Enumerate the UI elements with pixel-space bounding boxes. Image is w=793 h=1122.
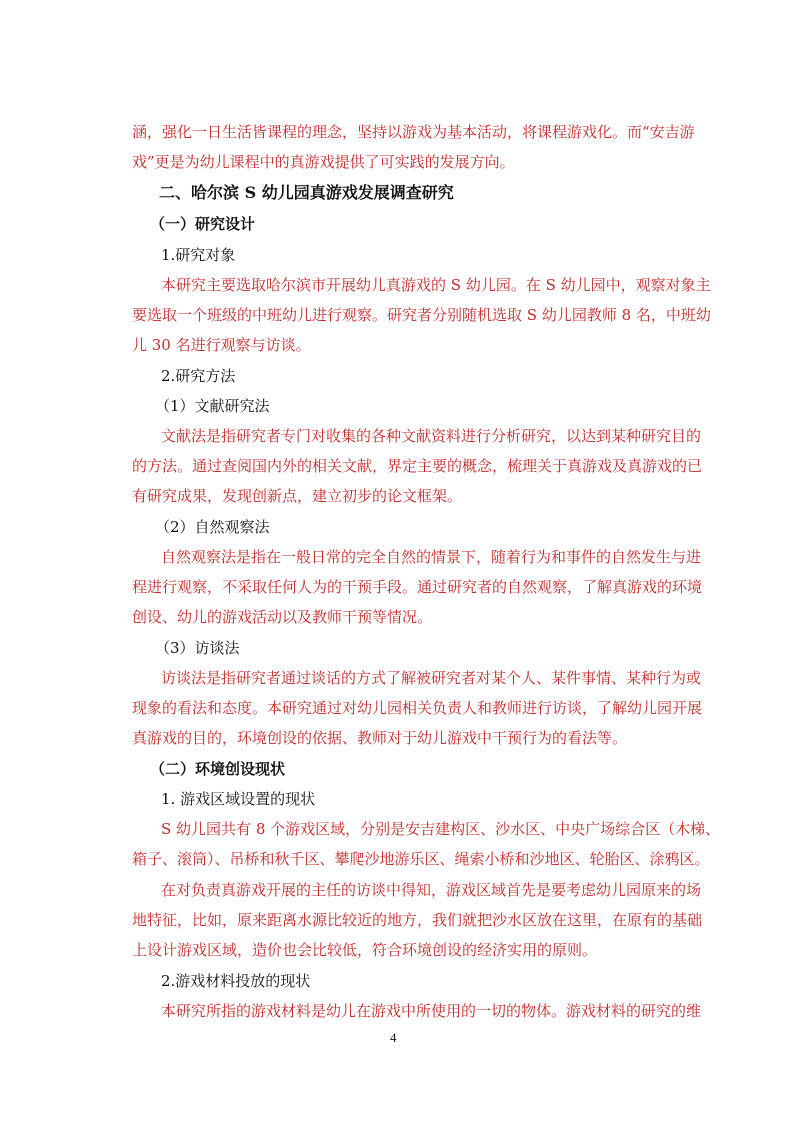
body-line: S 幼儿园共有 8 个游戏区域，分别是安吉建构区、沙水区、中央广场综合区（木梯、	[161, 820, 721, 838]
body-line: 文献法是指研究者专门对收集的各种文献资料进行分析研究，以达到某种研究目的	[161, 427, 702, 445]
item-heading: 1. 游戏区域设置的现状	[161, 790, 316, 808]
method-heading: （1）文献研究法	[155, 397, 270, 415]
page-number: 4	[390, 1030, 397, 1045]
body-line: 儿 30 名进行观察与访谈。	[132, 336, 311, 354]
body-line: 自然观察法是指在一般日常的完全自然的情景下，随着行为和事件的自然发生与进	[161, 548, 702, 566]
section-heading: 二、哈尔滨 S 幼儿园真游戏发展调查研究	[159, 183, 454, 202]
body-line: 访谈法是指研究者通过谈话的方式了解被研究者对某个人、某件事情、某种行为或	[161, 669, 702, 687]
body-line: 的方法。通过查阅国内外的相关文献，界定主要的概念，梳理关于真游戏及真游戏的已	[132, 457, 703, 475]
body-line: 要选取一个班级的中班幼儿进行观察。研究者分别随机选取 S 幼儿园教师 8 名，中班幼	[132, 306, 711, 324]
body-line: 有研究成果，发现创新点，建立初步的论文框架。	[132, 487, 463, 505]
body-line: 真游戏的目的，环境创设的依据、教师对于幼儿游戏中干预行为的看法等。	[132, 729, 628, 747]
body-line: 上设计游戏区域，造价也会比较低，符合环境创设的经济实用的原则。	[132, 941, 598, 959]
body-line: 地特征，比如，原来距离水源比较近的地方，我们就把沙水区放在这里，在原有的基础	[132, 911, 703, 929]
body-line: 本研究主要选取哈尔滨市开展幼儿真游戏的 S 幼儿园。在 S 幼儿园中，观察对象主	[161, 276, 711, 294]
subsection-heading: （二）环境创设现状	[150, 760, 286, 778]
item-heading: 2.游戏材料投放的现状	[161, 972, 311, 990]
body-line: 创设、幼儿的游戏活动以及教师干预等情况。	[132, 608, 433, 626]
body-line: 在对负责真游戏开展的主任的访谈中得知，游戏区域首先是要考虑幼儿园原来的场	[161, 881, 702, 899]
subsection-heading: （一）研究设计	[150, 215, 256, 233]
body-line: 本研究所指的游戏材料是幼儿在游戏中所使用的一切的物体。游戏材料的研究的维	[161, 1002, 702, 1020]
method-heading: （2）自然观察法	[155, 518, 270, 536]
body-line: 戏”更是为幼儿课程中的真游戏提供了可实践的发展方向。	[132, 153, 515, 171]
body-line: 现象的看法和态度。本研究通过对幼儿园相关负责人和教师进行访谈，了解幼儿园开展	[132, 699, 703, 717]
item-heading: 1.研究对象	[161, 246, 236, 264]
body-line: 程进行观察，不采取任何人为的干预手段。通过研究者的自然观察，了解真游戏的环境	[132, 578, 703, 596]
method-heading: （3）访谈法	[155, 639, 240, 657]
body-line: 涵，强化一日生活皆课程的理念，坚持以游戏为基本活动，将课程游戏化。而“安吉游	[132, 123, 695, 141]
body-line: 箱子、滚筒）、吊桥和秋千区、攀爬沙地游乐区、绳索小桥和沙地区、轮胎区、涂鸦区。	[132, 850, 710, 868]
item-heading: 2.研究方法	[161, 367, 236, 385]
